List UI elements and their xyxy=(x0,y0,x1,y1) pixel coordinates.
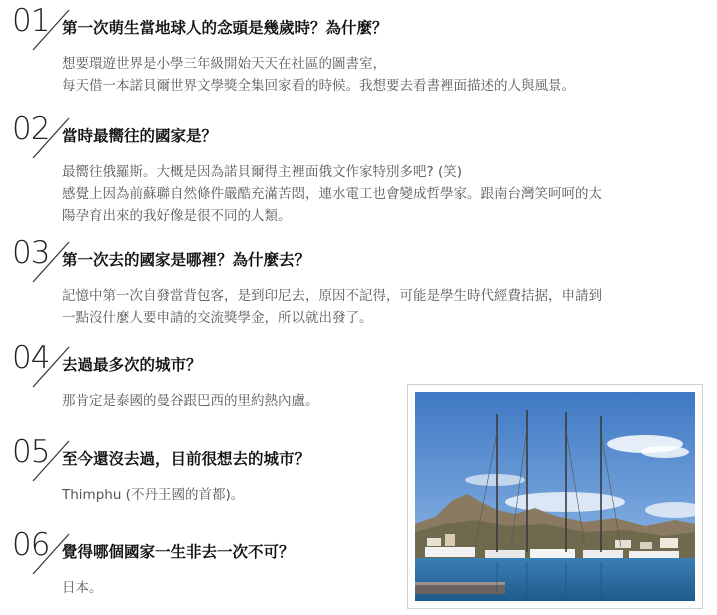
question-heading: 去過最多次的城市？ xyxy=(62,356,202,374)
answer-text xyxy=(62,285,602,329)
answer-text xyxy=(62,484,244,506)
item-number: 06 xyxy=(12,527,50,563)
answer-line: 那肯定是泰國的曼谷跟巴西的里約熱內盧。 xyxy=(62,393,319,409)
question-heading: 覺得哪個國家一生非去一次不可？ xyxy=(62,543,295,561)
harbor-photo-illustration xyxy=(415,392,695,601)
question-heading: 第一次去的國家是哪裡？為什麼去？ xyxy=(62,251,311,269)
answer-line: 日本。 xyxy=(62,580,103,596)
qa-item-01 xyxy=(0,3,717,106)
answer-text xyxy=(62,390,319,412)
answer-line: 一點沒什麼人要申請的交流獎學金，所以就出發了。 xyxy=(62,310,373,326)
qa-item-02 xyxy=(0,111,717,234)
item-number: 02 xyxy=(12,111,50,147)
answer-line: 記憶中第一次自發當背包客，是到印尼去，原因不記得，可能是學生時代經費拮据，申請到 xyxy=(62,288,602,304)
question-heading: 當時最嚮往的國家是？ xyxy=(62,127,218,145)
answer-line: 感覺上因為前蘇聯自然條件嚴酷充滿苦悶，連水電工也會變成哲學家。跟南台灣笑呵呵的太 xyxy=(62,186,602,202)
answer-text xyxy=(62,577,103,599)
item-number: 04 xyxy=(12,340,50,376)
question-heading: 第一次萌生當地球人的念頭是幾歲時？為什麼？ xyxy=(62,19,388,37)
photo-frame xyxy=(407,384,703,609)
item-number: 05 xyxy=(12,434,50,470)
item-number: 03 xyxy=(12,235,50,271)
harbor-with-sailboats-photo xyxy=(415,392,695,601)
answer-line: 陽孕育出來的我好像是很不同的人類。 xyxy=(62,208,292,224)
answer-text xyxy=(62,53,575,97)
answer-line: 每天借一本諾貝爾世界文學獎全集回家看的時候。我想要去看書裡面描述的人與風景。 xyxy=(62,78,575,94)
question-heading: 至今還沒去過，目前很想去的城市？ xyxy=(62,450,311,468)
item-number: 01 xyxy=(12,3,50,39)
answer-line: Thimphu (不丹王國的首都)。 xyxy=(62,487,245,503)
answer-line: 想要環遊世界是小學三年級開始天天在社區的圖書室， xyxy=(62,56,386,72)
qa-item-03 xyxy=(0,235,717,338)
answer-text xyxy=(62,161,602,227)
answer-line: 最嚮往俄羅斯。大概是因為諾貝爾得主裡面俄文作家特別多吧? (笑) xyxy=(62,164,462,180)
